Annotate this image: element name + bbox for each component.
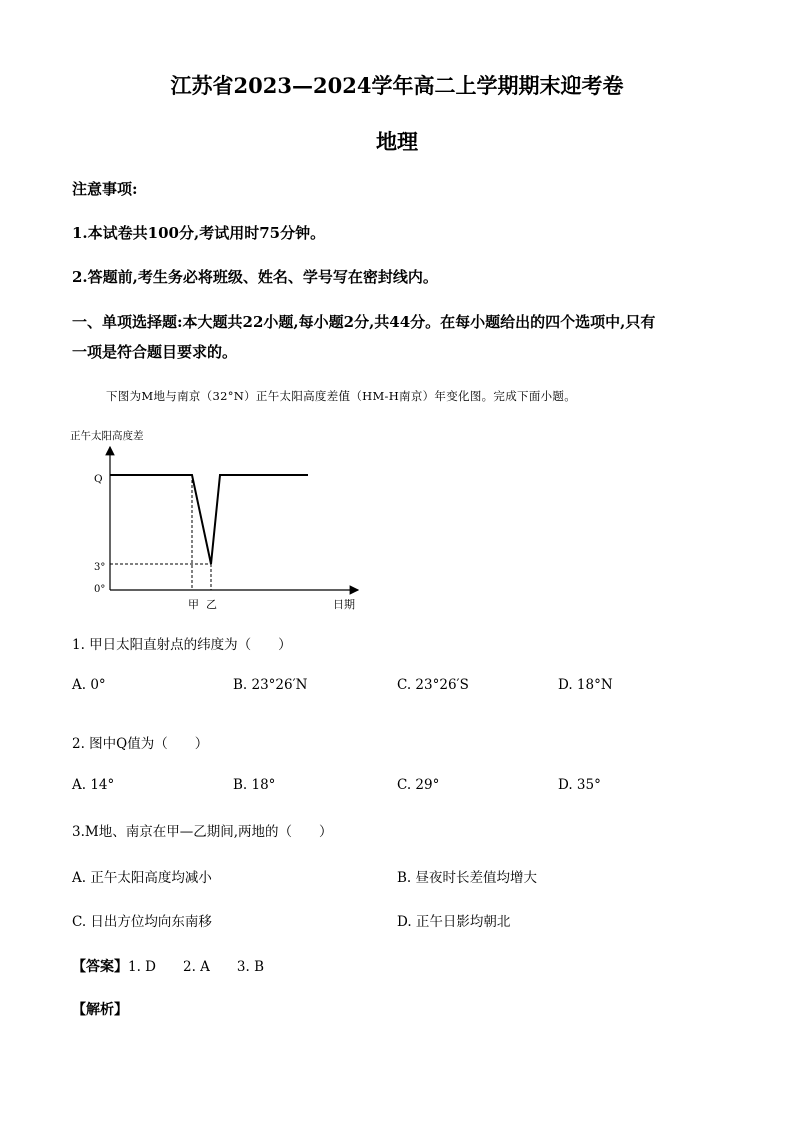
q3-option-b: B. 昼夜时长差值均增大 xyxy=(397,870,538,886)
q1-option-a: A. 0° xyxy=(72,677,106,693)
page-title: 江苏省2023—2024学年高二上学期期末迎考卷 xyxy=(170,73,624,98)
x-tick-yi: 乙 xyxy=(206,598,217,611)
notice-heading: 注意事项: xyxy=(72,180,138,198)
q2-option-d: D. 35° xyxy=(558,777,601,793)
subject-title: 地理 xyxy=(376,129,418,154)
x-tick-jia: 甲 xyxy=(188,598,199,611)
q2-option-c: C. 29° xyxy=(397,777,440,793)
chart-xlabel: 日期 xyxy=(333,598,355,611)
y-tick-3: 3° xyxy=(94,562,106,573)
q3-option-c: C. 日出方位均向东南移 xyxy=(72,914,212,930)
section-heading-line1: 一、单项选择题:本大题共22小题,每小题2分,共44分。在每小题给出的四个选项中,只有 xyxy=(72,313,656,331)
q1-option-c: C. 23°26′S xyxy=(397,677,469,693)
q1-option-b: B. 23°26′N xyxy=(233,677,308,693)
chart-ylabel: 正午太阳高度差 xyxy=(70,430,144,442)
analysis-label: 【解析】 xyxy=(72,1002,128,1018)
q2-option-a: A. 14° xyxy=(72,777,115,793)
question-3-stem: 3.M地、南京在甲—乙期间,两地的（ ） xyxy=(72,824,333,840)
y-tick-0: 0° xyxy=(94,584,106,595)
sun-altitude-chart xyxy=(60,425,380,620)
answer-label: 【答案】 xyxy=(72,959,128,975)
answer-line xyxy=(72,955,264,976)
q1-option-d: D. 18°N xyxy=(558,677,613,693)
question-2-stem: 2. 图中Q值为（ ） xyxy=(72,736,209,752)
question-1-stem: 1. 甲日太阳直射点的纬度为（ ） xyxy=(72,637,292,653)
q3-option-a: A. 正午太阳高度均减小 xyxy=(72,870,212,886)
answer-text: 1. D 2. A 3. B xyxy=(128,959,265,975)
question-intro: 下图为M地与南京（32°N）正午太阳高度差值（HM-H南京）年变化图。完成下面小题。 xyxy=(106,389,577,403)
series-line xyxy=(110,475,308,564)
notice-item-1: 1.本试卷共100分,考试用时75分钟。 xyxy=(72,224,326,242)
q3-option-d: D. 正午日影均朝北 xyxy=(397,914,511,930)
notice-item-2: 2.答题前,考生务必将班级、姓名、学号写在密封线内。 xyxy=(72,268,438,286)
y-tick-q: Q xyxy=(94,473,103,485)
q2-option-b: B. 18° xyxy=(233,777,276,793)
section-heading-line2: 一项是符合题目要求的。 xyxy=(72,343,238,361)
